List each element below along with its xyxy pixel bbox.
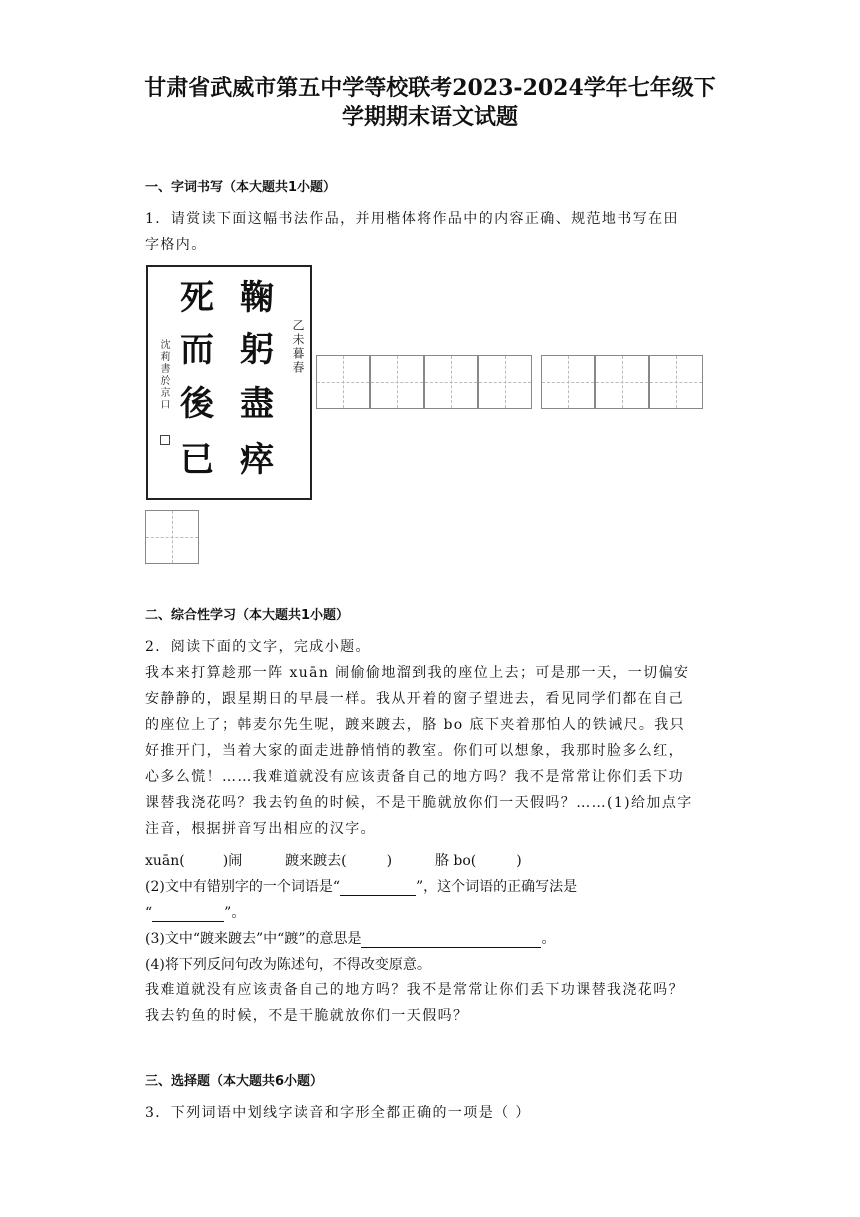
question-2-2-cont [145,902,245,922]
answer-blank[interactable] [340,881,416,896]
pinyin-item-2-prefix: 踱来踱去( [285,853,347,869]
calligraphy-char: 後 [180,384,214,424]
passage-line: 安静静的，跟星期日的早晨一样。我从开着的窗子望进去，看见同学们都在自己 [145,691,684,707]
calligraphy-inscription-date: 乙未暮春 [291,319,305,375]
pinyin-answer-row [145,850,522,870]
question-2-2-text-d: ”。 [224,905,246,921]
tianzige-box-6[interactable] [595,355,649,409]
question-3: 3．下列词语中划线字读音和字形全都正确的一项是（ ） [145,1105,531,1121]
question-2-4-source-line-1: 我难道就没有应该责备自己的地方吗？我不是常常让你们丢下功课替我浇花吗？ [145,982,684,998]
calligraphy-char: 而 [180,330,214,370]
question-2-3-text-b: 。 [541,931,556,947]
pinyin-item-2-suffix: ) [386,853,393,869]
section-2-heading: 二、综合性学习（本大题共1小题） [145,608,350,623]
question-2-3-text-a: (3)文中“踱来踱去”中“踱”的意思是 [145,931,362,947]
tianzige-box-3[interactable] [424,355,478,409]
question-2-intro: 2．阅读下面的文字，完成小题。 [145,639,371,655]
tianzige-box-7[interactable] [649,355,703,409]
answer-blank[interactable] [152,907,224,922]
page-title [80,74,780,132]
seal-icon [160,435,170,445]
pinyin-item-3-prefix: 胳 bo( [434,853,477,869]
calligraphy-artwork [146,265,312,500]
calligraphy-char: 已 [180,440,214,480]
tianzige-box-2[interactable] [370,355,424,409]
question-1 [145,206,735,258]
passage-line: 注音，根据拼音写出相应的汉字。 [145,821,376,837]
passage-line: 的座位上了；韩麦尔先生呢，踱来踱去，胳 bo 底下夹着那怕人的铁诫尺。我只 [145,717,686,733]
reading-passage [145,660,735,842]
question-2-4-source-line-2: 我去钓鱼的时候，不是干脆就放你们一天假吗？ [145,1008,469,1024]
section-3-heading: 三、选择题（本大题共6小题） [145,1074,324,1089]
passage-line: 好推开门，当着大家的面走进静悄悄的教室。你们可以想象，我那时脸多么红， [145,743,684,759]
section-1-heading: 一、字词书写（本大题共1小题） [145,180,337,195]
calligraphy-char: 躬 [240,330,274,370]
question-2-2-text-a: (2)文中有错别字的一个词语是“ [145,879,340,895]
tianzige-box-8[interactable] [145,510,199,564]
passage-line: 心多么慌！……我难道就没有应该责备自己的地方吗？我不是常常让你们丢下功 [145,769,684,785]
question-2-4: (4)将下列反问句改为陈述句，不得改变原意。 [145,957,431,973]
question-1-line-2: 字格内。 [145,237,207,253]
question-2-2-text-c: “ [145,905,153,921]
title-line-1: 甘肃省武威市第五中学等校联考2023-2024学年七年级下 [144,75,716,101]
pinyin-item-1-suffix: )闹 [222,853,243,869]
tianzige-box-4[interactable] [478,355,532,409]
question-2-2 [145,876,577,896]
question-2-2-text-b: ”，这个词语的正确写法是 [416,879,578,895]
question-2-3 [145,928,555,948]
pinyin-item-3-suffix: ) [516,853,522,869]
calligraphy-char: 盡 [240,384,274,424]
pinyin-item-1-prefix: xuān( [145,853,185,869]
calligraphy-char: 死 [180,278,214,318]
question-2-4-source [145,977,735,1029]
question-1-line-1: 1．请赏读下面这幅书法作品，并用楷体将作品中的内容正确、规范地书写在田 [145,211,679,227]
answer-blank[interactable] [361,933,541,948]
title-line-2: 学期期末语文试题 [341,104,518,130]
tianzige-box-5[interactable] [541,355,595,409]
calligraphy-char: 鞠 [240,278,274,318]
passage-line: 我本来打算趁那一阵 xuān 闹偷偷地溜到我的座位上去；可是那一天，一切偏安 [145,665,690,681]
calligraphy-inscription-author: 沈莉書於京口 [158,339,169,411]
tianzige-box-1[interactable] [316,355,370,409]
calligraphy-char: 瘁 [240,440,274,480]
passage-line: 课替我浇花吗？我去钓鱼的时候，不是干脆就放你们一天假吗？……(1)给加点字 [145,795,693,811]
